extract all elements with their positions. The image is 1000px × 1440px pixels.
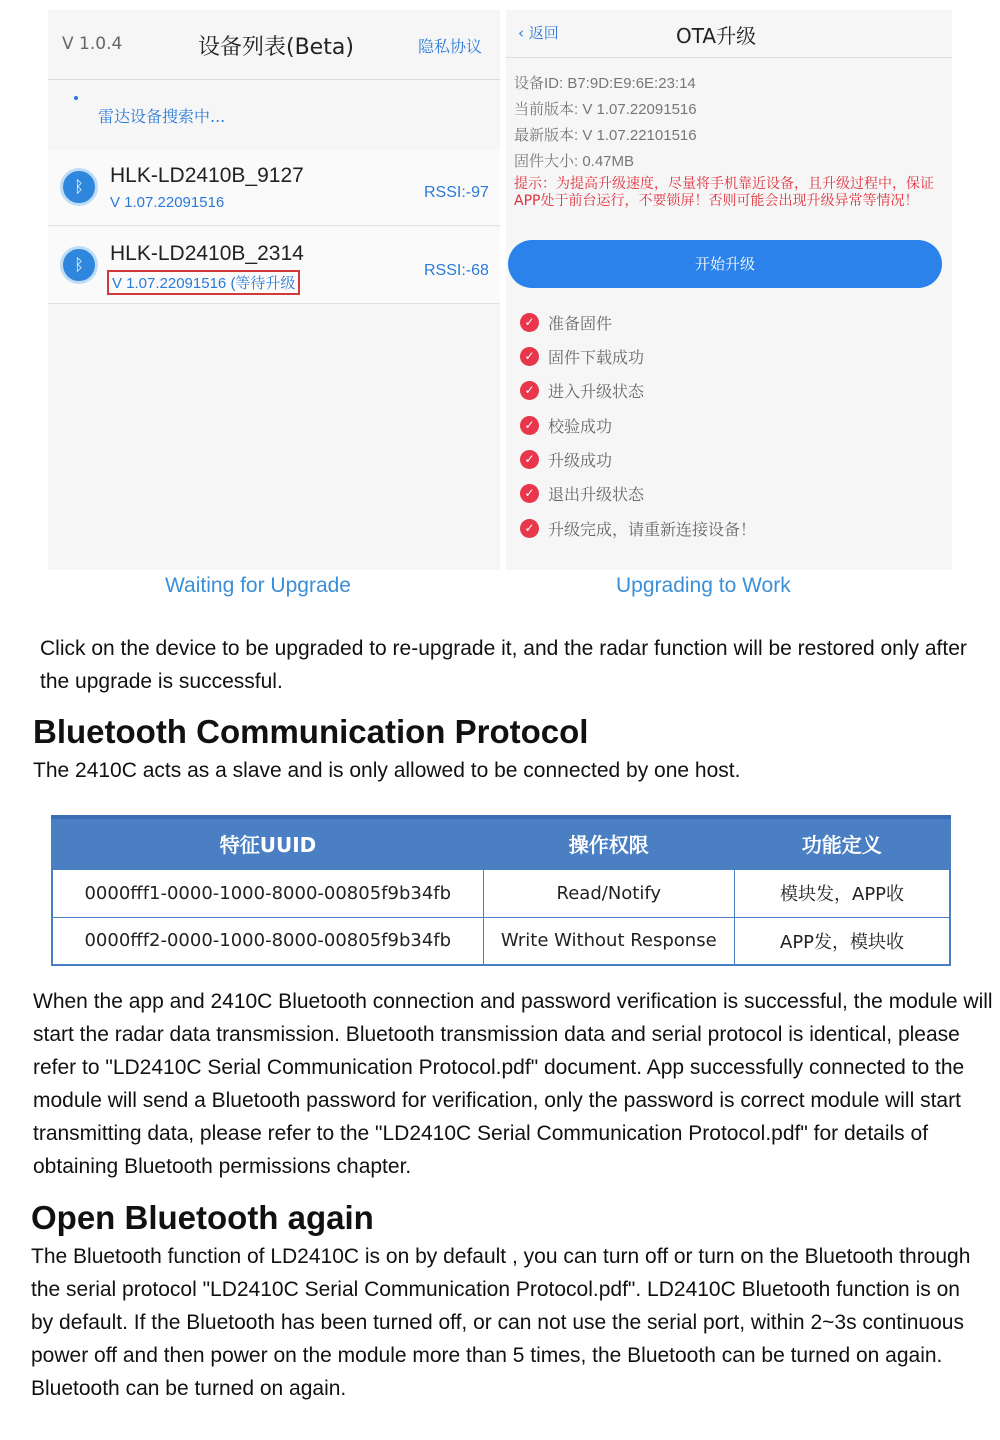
device-rssi: RSSI:-68 [424, 262, 489, 279]
step-label: 准备固件 [548, 314, 613, 333]
table-cell: 模块发，APP收 [735, 869, 950, 917]
bluetooth-body: The Bluetooth function of LD2410C is on by default , you can turn off or turn on the Bluetooth through the serial protocol "LD2410C Serial Communication Protocol.pdf". LD2410C Bluetooth function is on by default. If the Bluetooth has been turned off, or can not use the serial port, within 2~3s continuous power off and then power on the module more than 5 times, the Bluetooth can be turned on again. Bluetooth can be turned on again. [31, 1245, 971, 1400]
back-label: 返回 [528, 24, 559, 42]
device-name: HLK-LD2410B_9127 [110, 164, 304, 187]
device-rssi: RSSI:-97 [424, 184, 489, 201]
step-label: 升级成功 [548, 451, 613, 470]
check-icon: ✓ [520, 450, 539, 469]
step-label: 升级完成，请重新连接设备！ [548, 520, 757, 539]
back-button[interactable] [518, 22, 559, 43]
searching-status: 雷达设备搜索中... [98, 107, 226, 126]
table-row [52, 917, 950, 965]
device-version-highlighted: V 1.07.22091516 (等待升级 [107, 270, 300, 295]
screenshots-panel [48, 10, 952, 570]
start-upgrade-button[interactable]: 开始升级 [508, 240, 942, 288]
bluetooth-icon: ᛒ [60, 168, 98, 206]
caption-waiting: Waiting for Upgrade [165, 574, 351, 597]
check-icon: ✓ [520, 519, 539, 538]
intro-paragraph: Click on the device to be upgraded to re-upgrade it, and the radar function will be restored only after the upgrade is successful. [40, 637, 967, 693]
table-row [52, 869, 950, 917]
searching-indicator-icon [74, 96, 78, 100]
device-list-header [48, 10, 500, 80]
device-list-screen [48, 10, 500, 570]
section-subtitle: The 2410C acts as a slave and is only allowed to be connected by one host. [33, 759, 741, 782]
firmware-size: 固件大小: 0.47MB [514, 153, 635, 170]
table-cell: 0000fff2-0000-1000-8000-00805f9b34fb [52, 917, 483, 965]
caption-upgrading: Upgrading to Work [616, 574, 791, 597]
device-version: V 1.07.22091516 [110, 194, 225, 211]
check-icon: ✓ [520, 313, 539, 332]
step-label: 校验成功 [548, 417, 613, 436]
app-version: V 1.0.4 [62, 34, 123, 54]
ota-header [506, 10, 952, 58]
table-cell: 0000fff1-0000-1000-8000-00805f9b34fb [52, 869, 483, 917]
table-header: 特征UUID [52, 817, 483, 869]
protocol-body: When the app and 2410C Bluetooth connection and password verification is successful, the module will start the radar data transmission. Bluetooth transmission data and serial protocol is identical, please refer to "LD2410C Serial Communication Protocol.pdf" document. App successfully connected to the module will send a Bluetooth password for verification, only the password is correct module will start transmitting data, please refer to the "LD2410C Serial Communication Protocol.pdf" for details of obtaining Bluetooth permissions chapter. [33, 990, 993, 1178]
device-name: HLK-LD2410B_2314 [110, 242, 304, 265]
table-cell: Read/Notify [483, 869, 735, 917]
table-cell: APP发，模块收 [735, 917, 950, 965]
ota-title: OTA升级 [676, 24, 757, 48]
device-list-title: 设备列表(Beta) [198, 35, 354, 60]
table-cell: Write Without Response [483, 917, 735, 965]
step-label: 退出升级状态 [548, 485, 645, 504]
section-heading-protocol: Bluetooth Communication Protocol [33, 713, 589, 750]
current-version: 当前版本: V 1.07.22091516 [514, 101, 697, 118]
step-label: 固件下载成功 [548, 348, 645, 367]
privacy-link[interactable]: 隐私协议 [418, 37, 483, 56]
device-row[interactable] [48, 228, 500, 304]
check-icon: ✓ [520, 381, 539, 400]
upgrade-tip: 提示：为提高升级速度，尽量将手机靠近设备，且升级过程中，保证APP处于前台运行，不要锁屏！否则可能会出现升级异常等情况！ [514, 176, 934, 209]
step-label: 进入升级状态 [548, 382, 645, 401]
device-id: 设备ID: B7:9D:E9:6E:23:14 [514, 75, 696, 92]
section-heading-bluetooth: Open Bluetooth again [31, 1199, 374, 1236]
latest-version: 最新版本: V 1.07.22101516 [514, 127, 697, 144]
chevron-left-icon: ‹ [518, 24, 529, 42]
check-icon: ✓ [520, 484, 539, 503]
uuid-table [51, 815, 951, 966]
table-header: 操作权限 [483, 817, 735, 869]
ota-upgrade-screen [506, 10, 952, 570]
check-icon: ✓ [520, 347, 539, 366]
check-icon: ✓ [520, 416, 539, 435]
table-header: 功能定义 [735, 817, 950, 869]
table-header-row [52, 817, 950, 869]
bluetooth-icon: ᛒ [60, 246, 98, 284]
device-row[interactable] [48, 150, 500, 226]
